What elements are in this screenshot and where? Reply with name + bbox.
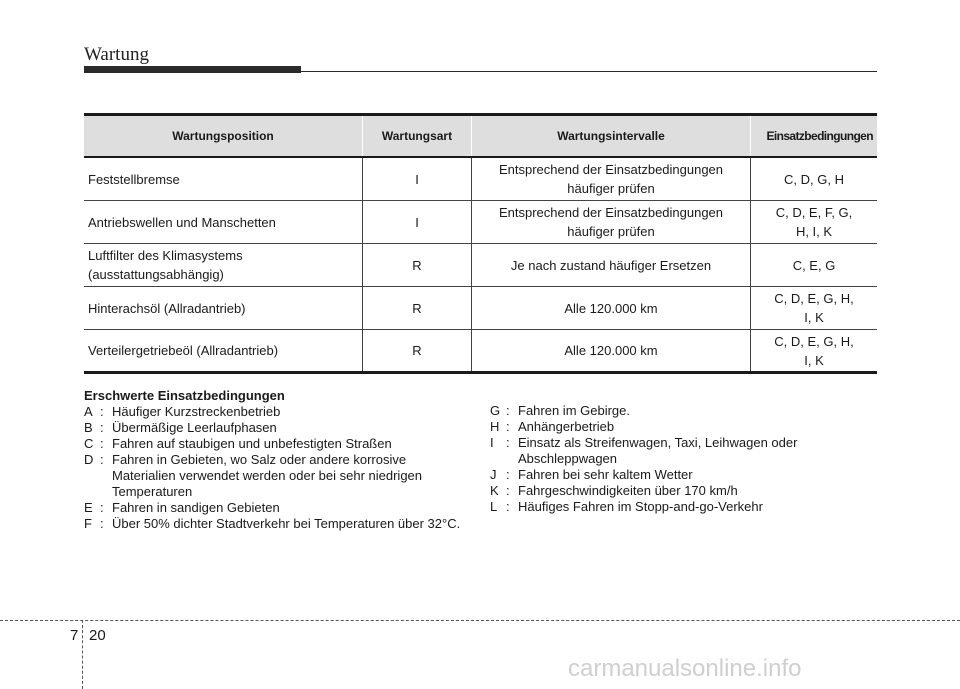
cell-bedingungen-line: C, D, E, G, H, [774,333,854,349]
legend-separator: : [506,483,510,498]
cell-interval [472,330,751,373]
legend-key: E [84,500,93,515]
legend-separator: : [100,436,104,451]
legend-key: G [490,403,501,418]
cell-art: R [363,287,472,330]
cell-position: Verteilergetriebeöl (Allradantrieb) [84,330,363,373]
legend-key: A [84,404,93,419]
legend-item [490,499,880,515]
legend-separator: : [506,467,510,482]
legend-item [490,435,880,467]
table-row [84,157,877,201]
cell-interval-line: Je nach zustand häufiger Ersetzen [510,257,712,273]
table-row [84,201,877,244]
legend-separator: : [100,500,104,515]
table-row [84,287,877,330]
legend-left [84,388,464,532]
cell-bedingungen-line: I, K [804,310,824,325]
legend-right-list [490,403,880,515]
legend-key: C [84,436,94,451]
cell-interval-line: Alle 120.000 km [564,343,658,358]
legend-key: I [490,435,494,450]
cell-art: I [363,157,472,201]
legend-item [84,404,464,420]
legend-key: F [84,516,92,531]
title-bar [84,66,301,73]
cell-interval [472,287,751,330]
legend-separator: : [506,435,510,450]
cell-bedingungen [751,157,878,201]
cell-bedingungen-line: H, I, K [795,224,833,239]
cell-position-line: (ausstattungsabhängig) [88,267,224,282]
legend-separator: : [506,419,510,434]
title-rule [301,71,877,72]
legend-text: Übermäßige Leerlaufphasen [112,420,277,435]
cell-bedingungen-line: C, D, E, G, H, [774,291,854,306]
legend-text: Fahren in Gebieten, wo Salz oder andere korrosive Materialien verwendet werden oder bei sehr niedrigen Temperaturen [112,452,423,499]
page-footer-divider [82,620,83,689]
header-wartungsposition: Wartungsposition [84,115,363,158]
cell-bedingungen [751,201,878,244]
cell-position: Antriebswellen und Manschetten [84,201,363,244]
cell-bedingungen-line: C, D, G, H [784,171,844,187]
legend-left-list [84,404,464,532]
legend-key: B [84,420,93,435]
legend-separator: : [100,404,104,419]
legend-text: Fahren in sandigen Gebieten [112,500,280,515]
legend-title: Erschwerte Einsatzbedingungen [84,388,285,403]
legend-item [84,436,464,452]
cell-interval [472,157,751,201]
legend-separator: : [506,403,510,418]
legend-item [490,483,880,499]
legend-right [490,403,880,515]
legend-text: Häufiger Kurzstreckenbetrieb [112,404,281,419]
legend-item [490,403,880,419]
maintenance-table [84,113,877,374]
cell-art: R [363,244,472,287]
legend-text: Über 50% dichter Stadtverkehr bei Temperaturen über 32°C. [112,516,461,531]
table-header-row [84,115,877,158]
legend-separator: : [100,516,104,531]
legend-item [84,420,464,436]
cell-interval-line: Entsprechend der Einsatzbedingungen [498,205,724,220]
cell-position: Hinterachsöl (Allradantrieb) [84,287,363,330]
cell-position: Feststellbremse [84,157,363,201]
legend-key: H [490,419,500,434]
cell-interval [472,244,751,287]
watermark: carmanualsonline.info [568,655,802,682]
cell-bedingungen-line: C, E, G [792,257,836,273]
cell-interval-line: häufiger prüfen [567,224,655,239]
legend-text: Anhängerbetrieb [518,419,615,434]
legend-text: Fahren auf staubigen und unbefestigten Straßen [112,436,392,451]
legend-separator: : [100,452,104,467]
legend-key: D [84,452,94,467]
header-wartungsintervalle: Wartungsintervalle [472,115,751,158]
legend-separator: : [100,420,104,435]
legend-key: J [490,467,497,482]
header-wartungsart: Wartungsart [363,115,472,158]
legend-text: Fahrgeschwindigkeiten über 170 km/h [518,483,738,498]
table-row [84,330,877,373]
legend-item [84,500,464,516]
page-number: 20 [89,627,106,644]
cell-bedingungen-line: C, D, E, F, G, [775,205,853,220]
table-row [84,244,877,287]
legend-item [84,516,464,532]
legend-separator: : [506,499,510,514]
section-title: Wartung [84,44,149,65]
legend-text: Häufiges Fahren im Stopp-and-go-Verkehr [518,499,763,514]
cell-position-line: Luftfilter des Klimasystems [88,248,243,263]
cell-position [84,244,363,287]
cell-interval-line: häufiger prüfen [567,181,655,196]
cell-art: I [363,201,472,244]
header-einsatzbedingungen: Einsatzbedingungen [751,115,878,158]
legend-text: Einsatz als Streifenwagen, Taxi, Leihwagen oder Abschleppwagen [518,435,798,466]
legend-key: L [490,499,498,514]
chapter-number: 7 [70,627,79,644]
legend-item [490,419,880,435]
page-footer-rule [0,620,960,621]
legend-item [490,467,880,483]
cell-bedingungen [751,287,878,330]
cell-interval-line: Alle 120.000 km [564,300,658,316]
cell-bedingungen-line: I, K [804,352,824,368]
legend-text: Fahren im Gebirge. [518,403,630,418]
cell-art: R [363,330,472,373]
cell-interval [472,201,751,244]
legend-text: Fahren bei sehr kaltem Wetter [518,467,693,482]
cell-bedingungen [751,244,878,287]
legend-key: K [490,483,499,498]
legend-item [84,452,464,500]
cell-interval-line: Entsprechend der Einsatzbedingungen [498,162,724,177]
cell-bedingungen [751,330,878,373]
